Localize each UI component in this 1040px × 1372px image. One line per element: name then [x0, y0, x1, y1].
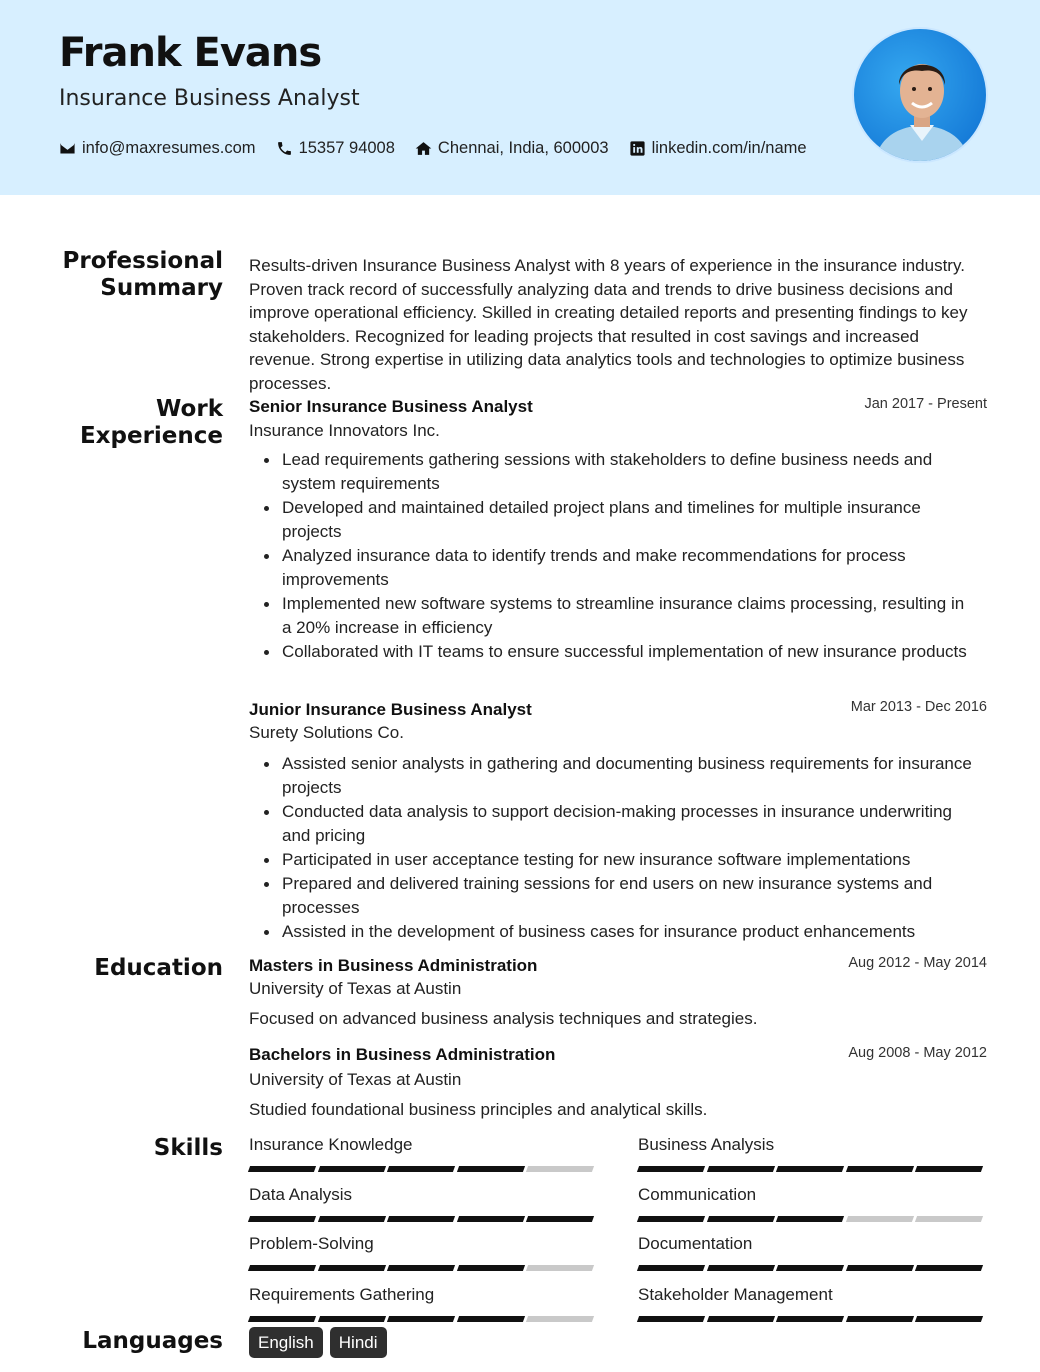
- candidate-title: Insurance Business Analyst: [59, 86, 360, 111]
- contact-location-text: Chennai, India, 600003: [437, 139, 609, 157]
- job-bullet: Assisted senior analysts in gathering and documenting business requirements for insurance projects: [258, 752, 973, 800]
- education-heading: Education: [94, 955, 223, 981]
- skill-level-segment: [707, 1265, 775, 1271]
- skill-item: [638, 1135, 986, 1172]
- job-dates: Mar 2013 - Dec 2016: [850, 699, 987, 715]
- contact-email[interactable]: [59, 139, 256, 158]
- skill-item: [249, 1285, 597, 1322]
- phone-icon: [276, 140, 293, 157]
- linkedin-icon: [629, 140, 646, 157]
- skill-level-segment: [387, 1166, 455, 1172]
- skill-level-segment: [457, 1316, 525, 1322]
- summary-text: Results-driven Insurance Business Analyst with 8 years of experience in the insurance industry. Proven track record of successfully analyzing data and trends to drive business decisions and improve operational efficiency. Skilled in creating detailed reports and presenting findings to key stakeholders. Recognized for leading projects that resulted in cost savings and increased revenue. Strong expertise in utilizing data analytics tools and technologies to optimize business processes.: [249, 256, 968, 393]
- contact-list: [59, 139, 827, 158]
- skill-level-segment: [846, 1216, 914, 1222]
- skill-level-segment: [707, 1316, 775, 1322]
- skill-item: [638, 1234, 986, 1271]
- job-title: Junior Insurance Business Analyst: [249, 700, 532, 719]
- contact-phone[interactable]: [276, 139, 395, 158]
- skill-level-segment: [637, 1166, 705, 1172]
- languages-heading: Languages: [82, 1328, 223, 1354]
- contact-phone-text: 15357 94008: [298, 139, 395, 157]
- skill-level-bar: [638, 1216, 986, 1222]
- job-bullet: Assisted in the development of business cases for insurance product enhancements: [258, 920, 973, 944]
- skill-level-segment: [248, 1166, 316, 1172]
- job-bullet: Lead requirements gathering sessions with stakeholders to define business needs and system requirements: [258, 448, 973, 496]
- skill-level-bar: [638, 1265, 986, 1271]
- degree-dates: Aug 2008 - May 2012: [848, 1045, 987, 1061]
- summary-heading: [0, 248, 223, 302]
- experience-heading-line1: Work: [156, 396, 223, 422]
- skill-level-segment: [776, 1316, 844, 1322]
- contact-email-text: info@maxresumes.com: [82, 139, 256, 157]
- skill-level-segment: [457, 1216, 525, 1222]
- profile-photo: [852, 27, 988, 163]
- job-dates: Jan 2017 - Present: [864, 396, 987, 412]
- skill-level-segment: [707, 1166, 775, 1172]
- job-bullet: Prepared and delivered training sessions for end users on new insurance systems and processes: [258, 872, 973, 920]
- skill-level-segment: [318, 1216, 386, 1222]
- job-bullets: [258, 752, 973, 944]
- skill-level-segment: [387, 1216, 455, 1222]
- skill-name: Business Analysis: [638, 1135, 775, 1154]
- skill-level-segment: [526, 1265, 594, 1271]
- job-bullet: Analyzed insurance data to identify trends and make recommendations for process improvements: [258, 544, 973, 592]
- skill-item: [638, 1185, 986, 1222]
- skill-level-bar: [249, 1216, 597, 1222]
- skill-name: Data Analysis: [249, 1185, 352, 1204]
- contact-location: [415, 139, 609, 158]
- skill-level-segment: [776, 1166, 844, 1172]
- skill-level-segment: [915, 1216, 983, 1222]
- skill-level-segment: [387, 1265, 455, 1271]
- skill-level-segment: [915, 1265, 983, 1271]
- job-bullet: Developed and maintained detailed project plans and timelines for multiple insurance projects: [258, 496, 973, 544]
- skill-level-segment: [318, 1166, 386, 1172]
- job-company: Insurance Innovators Inc.: [249, 421, 440, 440]
- degree-school: University of Texas at Austin: [249, 979, 462, 998]
- skill-level-segment: [637, 1316, 705, 1322]
- summary-heading-line1: Professional: [62, 248, 223, 274]
- skill-item: [249, 1135, 597, 1172]
- skill-level-bar: [249, 1166, 597, 1172]
- job-bullet: Collaborated with IT teams to ensure successful implementation of new insurance products: [258, 640, 973, 664]
- skill-item: [638, 1285, 986, 1322]
- home-icon: [415, 140, 432, 157]
- language-badge: English: [249, 1327, 323, 1358]
- skill-level-bar: [249, 1265, 597, 1271]
- job-bullet: Participated in user acceptance testing for new insurance software implementations: [258, 848, 973, 872]
- job-company: Surety Solutions Co.: [249, 723, 404, 742]
- degree-school: University of Texas at Austin: [249, 1070, 462, 1089]
- skill-level-segment: [846, 1166, 914, 1172]
- degree-description: Studied foundational business principles and analytical skills.: [249, 1100, 708, 1119]
- language-badge: Hindi: [330, 1327, 387, 1358]
- envelope-icon: [59, 140, 76, 157]
- skill-level-segment: [526, 1316, 594, 1322]
- skill-level-segment: [526, 1166, 594, 1172]
- skill-level-segment: [915, 1166, 983, 1172]
- skill-level-segment: [318, 1316, 386, 1322]
- skill-level-segment: [248, 1316, 316, 1322]
- skill-level-segment: [248, 1216, 316, 1222]
- skill-level-segment: [457, 1265, 525, 1271]
- experience-heading: [0, 396, 223, 450]
- degree-title: Masters in Business Administration: [249, 956, 538, 975]
- skill-level-segment: [846, 1316, 914, 1322]
- skill-level-segment: [637, 1265, 705, 1271]
- degree-title: Bachelors in Business Administration: [249, 1045, 556, 1064]
- skill-level-segment: [776, 1265, 844, 1271]
- skill-level-segment: [915, 1316, 983, 1322]
- skill-level-segment: [248, 1265, 316, 1271]
- skill-name: Problem-Solving: [249, 1234, 374, 1253]
- skill-level-segment: [637, 1216, 705, 1222]
- skill-level-segment: [776, 1216, 844, 1222]
- skill-level-segment: [846, 1265, 914, 1271]
- degree-description: Focused on advanced business analysis techniques and strategies.: [249, 1009, 758, 1028]
- skill-level-segment: [387, 1316, 455, 1322]
- skill-name: Documentation: [638, 1234, 753, 1253]
- skills-heading: Skills: [153, 1135, 223, 1161]
- skill-level-bar: [638, 1316, 986, 1322]
- skill-name: Requirements Gathering: [249, 1285, 435, 1304]
- contact-linkedin[interactable]: [629, 139, 807, 158]
- skill-item: [249, 1185, 597, 1222]
- languages-list: [249, 1327, 394, 1358]
- skill-name: Insurance Knowledge: [249, 1135, 413, 1154]
- candidate-name: Frank Evans: [59, 30, 322, 76]
- skill-name: Stakeholder Management: [638, 1285, 833, 1304]
- skill-item: [249, 1234, 597, 1271]
- skill-level-bar: [638, 1166, 986, 1172]
- job-bullet: Implemented new software systems to streamline insurance claims processing, resulting in a 20% increase in efficiency: [258, 592, 973, 640]
- experience-heading-line2: Experience: [79, 423, 223, 449]
- skill-name: Communication: [638, 1185, 757, 1204]
- job-bullet: Conducted data analysis to support decision-making processes in insurance underwriting and pricing: [258, 800, 973, 848]
- summary-heading-line2: Summary: [100, 275, 223, 301]
- degree-dates: Aug 2012 - May 2014: [848, 955, 987, 971]
- job-bullets: [258, 448, 973, 664]
- contact-linkedin-text: linkedin.com/in/name: [651, 139, 807, 157]
- header-banner: [0, 0, 1040, 195]
- skill-level-segment: [457, 1166, 525, 1172]
- job-title: Senior Insurance Business Analyst: [249, 397, 533, 416]
- skill-level-bar: [249, 1316, 597, 1322]
- skill-level-segment: [707, 1216, 775, 1222]
- person-photo-icon: [854, 29, 988, 163]
- skill-level-segment: [318, 1265, 386, 1271]
- skill-level-segment: [526, 1216, 594, 1222]
